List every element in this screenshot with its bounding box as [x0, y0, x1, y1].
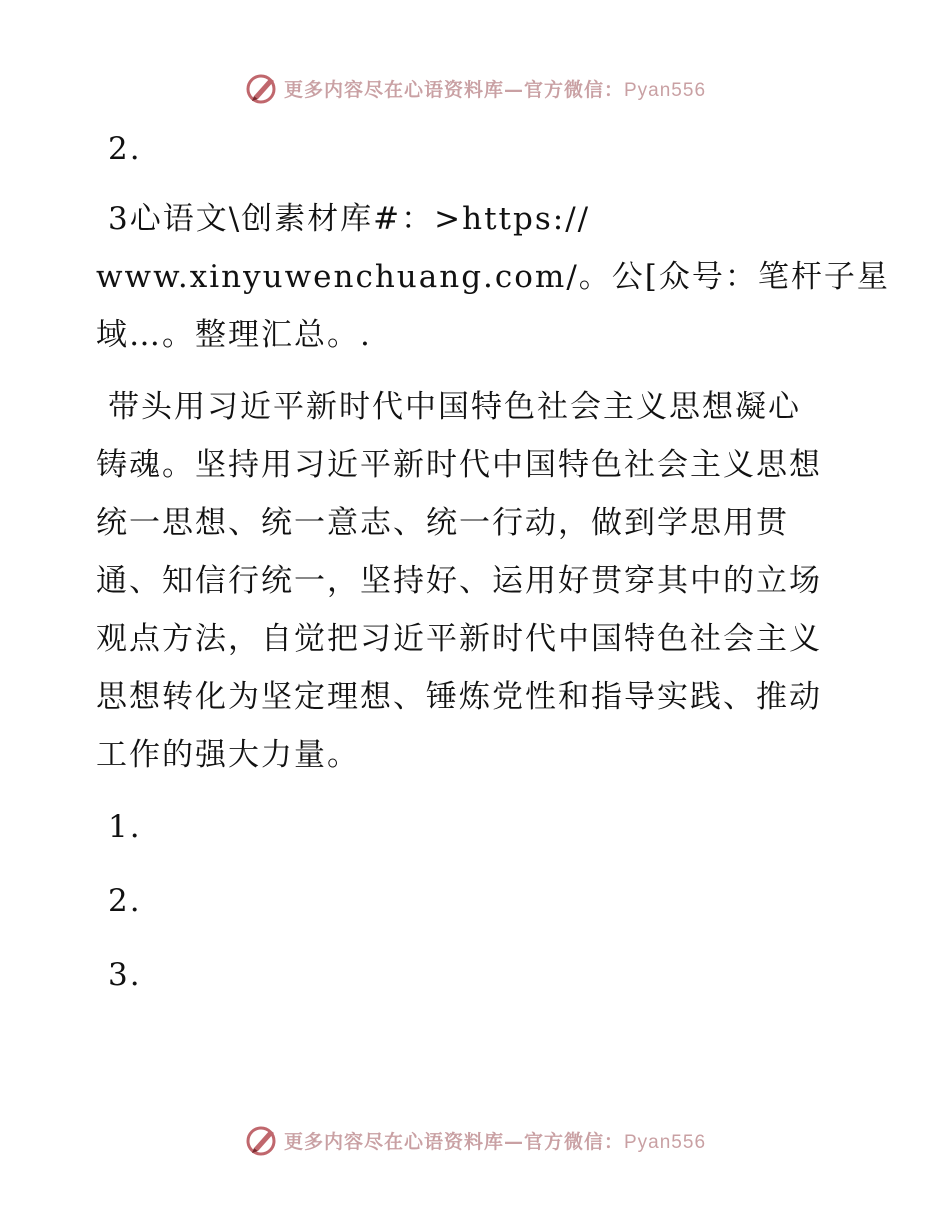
footer-contact-value: Pyan556 [624, 1131, 707, 1153]
paragraph-line: 带头用习近平新时代中国特色社会主义思想凝心 [108, 389, 801, 425]
header-contact-label: 官方微信： [523, 78, 624, 101]
pen-logo-icon [244, 1122, 280, 1158]
paragraph-line: 工作的强大力量。 [96, 737, 360, 773]
paragraph-line: 统一思想、统一意志、统一行动，做到学思用贯 [96, 505, 789, 541]
source-line: 3心语文\创素材库#：>https:// [108, 201, 591, 237]
source-note [96, 190, 890, 364]
header-banner [0, 68, 950, 108]
header-contact-value: Pyan556 [624, 79, 707, 101]
main-paragraph [96, 378, 856, 784]
list-item-number: 3. [108, 957, 142, 993]
source-line: 域…。整理汇总。. [96, 317, 372, 353]
list-item-number: 2. [108, 131, 142, 167]
footer-banner-text: 更多内容尽在心语资料库 [283, 1130, 504, 1153]
header-banner-separator: — [503, 78, 524, 101]
document-body [96, 120, 890, 1004]
paragraph-line: 铸魂。坚持用习近平新时代中国特色社会主义思想 [96, 447, 822, 483]
pen-logo-icon [244, 70, 280, 106]
footer-contact-label: 官方微信： [523, 1130, 624, 1153]
header-banner-text: 更多内容尽在心语资料库 [283, 78, 504, 101]
list-item-number: 1. [108, 809, 142, 845]
paragraph-line: 通、知信行统一，坚持好、运用好贯穿其中的立场 [96, 563, 822, 599]
footer-banner-separator: — [503, 1130, 524, 1153]
footer-banner [0, 1120, 950, 1160]
paragraph-line: 观点方法，自觉把习近平新时代中国特色社会主义 [96, 621, 822, 657]
list-item-number: 2. [108, 883, 142, 919]
source-line: www.xinyuwenchuang.com/。公[众号：笔杆子星 [96, 259, 890, 295]
paragraph-line: 思想转化为坚定理想、锤炼党性和指导实践、推动 [96, 679, 822, 715]
